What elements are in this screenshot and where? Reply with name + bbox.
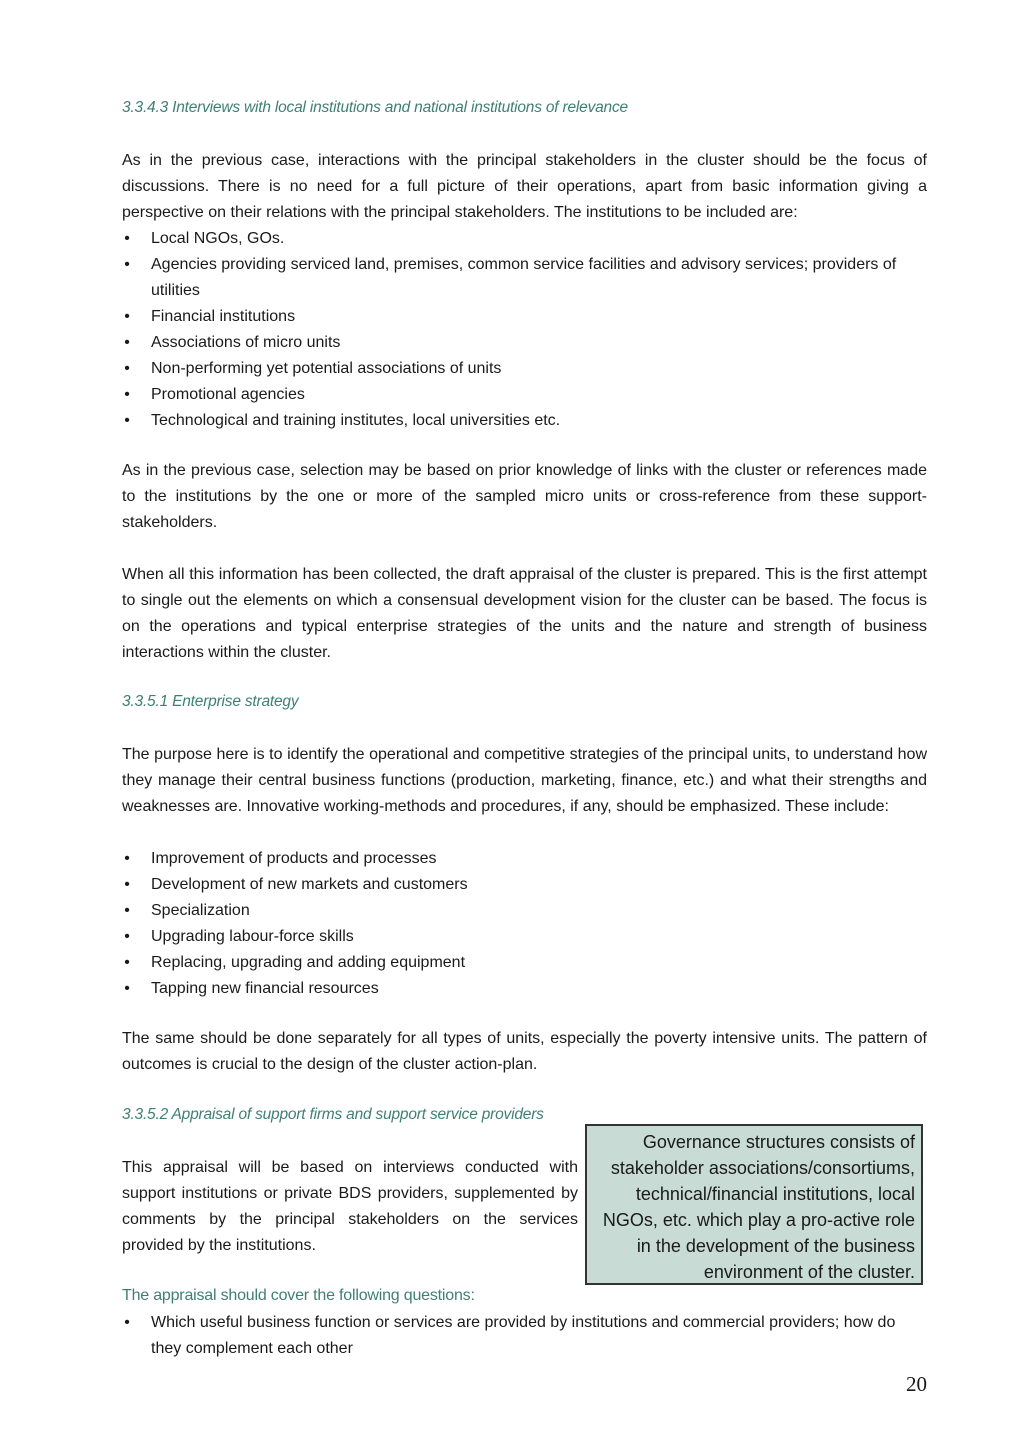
strategy-item-text: Specialization <box>151 902 250 919</box>
institution-item <box>122 304 927 330</box>
paragraph-purpose: The purpose here is to identify the operational and competitive strategies of the principal units, to understand how they manage their central business functions (production, marketing, finance, etc.) and what their strengths and weaknesses are. Innovative working-methods and procedures, if any, should be emphasized. These include: <box>122 746 927 815</box>
institution-item-text: Local NGOs, GOs. <box>151 230 285 247</box>
bullet-icon: • <box>124 412 130 429</box>
page-number: 20 <box>906 1372 927 1396</box>
strategy-item <box>122 846 927 872</box>
institution-item-text: Agencies providing serviced land, premises, common service facilities and advisory services; providers of utilities <box>151 256 897 299</box>
institution-item <box>122 226 927 252</box>
bullet-icon: • <box>124 1314 130 1331</box>
strategy-item <box>122 872 927 898</box>
institutions-list <box>122 226 927 434</box>
bullet-icon: • <box>124 334 130 351</box>
bullet-icon: • <box>124 928 130 945</box>
strategy-item <box>122 898 927 924</box>
paragraph-selection: As in the previous case, selection may be based on prior knowledge of links with the cluster or references made to the institutions by the one or more of the sampled micro units or cross-reference from these support-stakeholders. <box>122 462 927 531</box>
question-item <box>122 1310 927 1362</box>
strategy-item <box>122 976 927 1002</box>
strategy-item-text: Replacing, upgrading and adding equipment <box>151 954 466 971</box>
questions-list <box>122 1310 927 1362</box>
institution-item <box>122 252 927 304</box>
paragraph-interactions: As in the previous case, interactions with the principal stakeholders in the cluster should be the focus of discussions. There is no need for a full picture of their operations, apart from basic information giving a perspective on their relations with the principal stakeholders. The institutions to be included are: <box>122 152 927 221</box>
institution-item-text: Financial institutions <box>151 308 296 325</box>
institution-item-text: Non-performing yet potential associations of units <box>151 360 502 377</box>
strategy-item-text: Improvement of products and processes <box>151 850 437 867</box>
bullet-icon: • <box>124 954 130 971</box>
strategy-item <box>122 924 927 950</box>
section-heading-3-3-5-2: 3.3.5.2 Appraisal of support firms and support service providers <box>122 1106 544 1123</box>
institution-item-text: Associations of micro units <box>151 334 341 351</box>
bullet-icon: • <box>124 308 130 325</box>
bullet-icon: • <box>124 256 130 273</box>
paragraph-same: The same should be done separately for all types of units, especially the poverty intensive units. The pattern of outcomes is crucial to the design of the cluster action-plan. <box>122 1030 927 1073</box>
institution-item-text: Technological and training institutes, local universities etc. <box>151 412 561 429</box>
bullet-icon: • <box>124 386 130 403</box>
governance-callout-box: Governance structures consists of stakeholder associations/consortiums, technical/financial institutions, local NGOs, etc. which play a pro-active role in the development of the business environment of the cluster. <box>585 1124 923 1285</box>
strategy-item <box>122 950 927 976</box>
section-heading-3-3-4-3: 3.3.4.3 Interviews with local institutions and national institutions of relevance <box>122 99 628 116</box>
institution-item <box>122 408 927 434</box>
institution-item <box>122 382 927 408</box>
institution-item-text: Promotional agencies <box>151 386 305 403</box>
paragraph-appraisal-based: This appraisal will be based on interviews conducted with support institutions or private BDS providers, supplemented by comments by the principal stakeholders on the services provided by the institutions. <box>122 1159 578 1254</box>
question-item-text: Which useful business function or services are provided by institutions and commercial providers; how do they complement each other <box>151 1314 896 1357</box>
bullet-icon: • <box>124 980 130 997</box>
strategies-list <box>122 846 927 1002</box>
bullet-icon: • <box>124 230 130 247</box>
strategy-item-text: Tapping new financial resources <box>151 980 379 997</box>
section-heading-3-3-5-1: 3.3.5.1 Enterprise strategy <box>122 693 299 710</box>
bullet-icon: • <box>124 850 130 867</box>
bullet-icon: • <box>124 360 130 377</box>
bullet-icon: • <box>124 902 130 919</box>
questions-heading: The appraisal should cover the following questions: <box>122 1287 475 1304</box>
institution-item <box>122 330 927 356</box>
bullet-icon: • <box>124 876 130 893</box>
strategy-item-text: Development of new markets and customers <box>151 876 468 893</box>
strategy-item-text: Upgrading labour-force skills <box>151 928 354 945</box>
paragraph-draft-appraisal: When all this information has been collected, the draft appraisal of the cluster is prepared. This is the first attempt to single out the elements on which a consensual development vision for the cluster can be based. The focus is on the operations and typical enterprise strategies of the units and the nature and strength of business interactions within the cluster. <box>122 566 927 661</box>
institution-item <box>122 356 927 382</box>
